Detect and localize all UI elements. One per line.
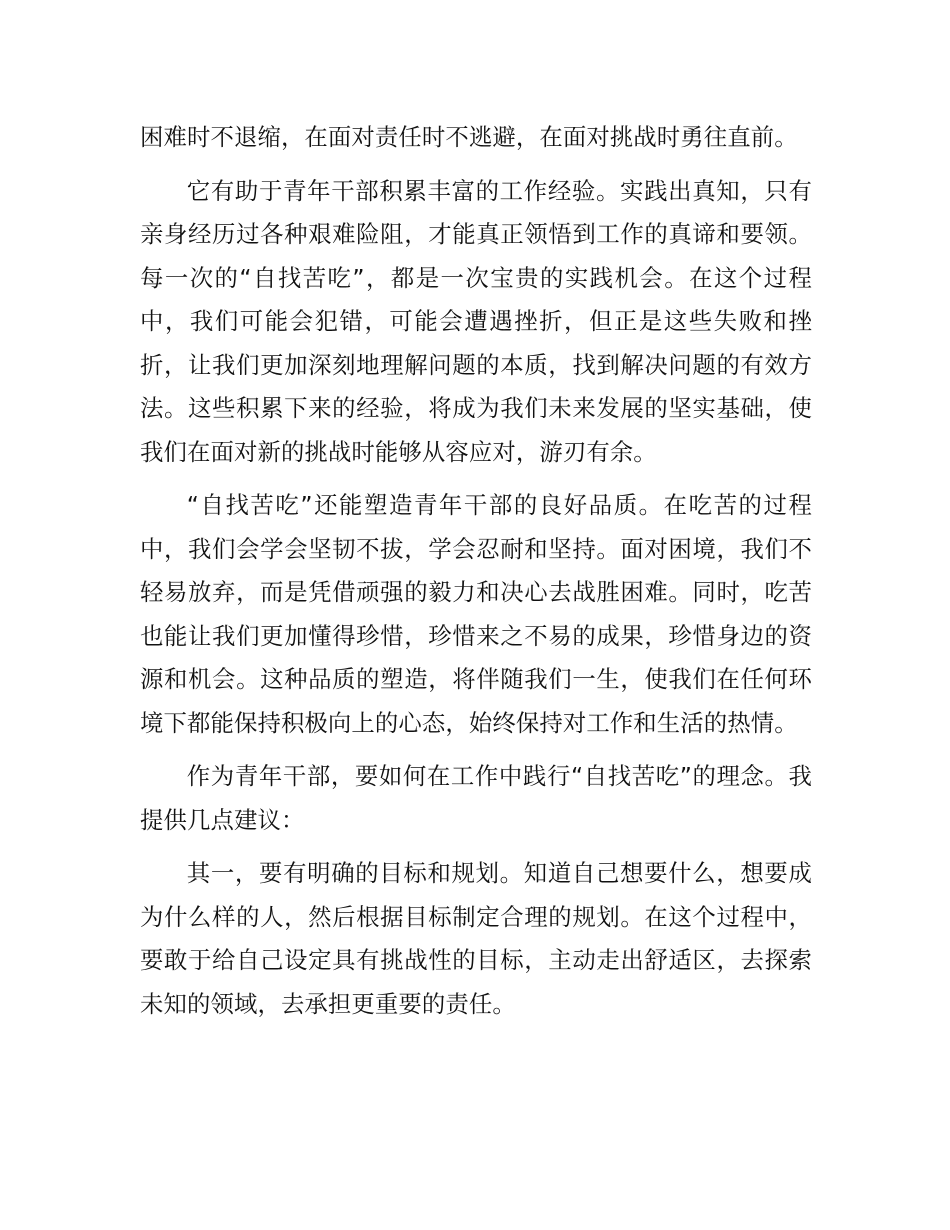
- document-body: [140, 116, 812, 1036]
- paragraph-2: 它有助于青年干部积累丰富的工作经验。实践出真知，只有亲身经历过各种艰难险阻，才能真正领悟到工作的真谛和要领。每一次的“自找苦吃”，都是一次宝贵的实践机会。在这个过程中，我们可能会犯错，可能会遭遇挫折，但正是这些失败和挫折，让我们更加深刻地理解问题的本质，找到解决问题的有效方法。这些积累下来的经验，将成为我们未来发展的坚实基础，使我们在面对新的挑战时能够从容应对，游刃有余。: [140, 176, 812, 466]
- paragraph-4: 作为青年干部，要如何在工作中践行“自找苦吃”的理念。我提供几点建议：: [140, 762, 812, 834]
- paragraph-5: 其一，要有明确的目标和规划。知道自己想要什么，想要成为什么样的人，然后根据目标制定合理的规划。在这个过程中，要敢于给自己设定具有挑战性的目标，主动走出舒适区，去探索未知的领域，去承担更重要的责任。: [140, 859, 812, 1018]
- paragraph-3: “自找苦吃”还能塑造青年干部的良好品质。在吃苦的过程中，我们会学会坚韧不拔，学会忍耐和坚持。面对困境，我们不轻易放弃，而是凭借顽强的毅力和决心去战胜困难。同时，吃苦也能让我们更加懂得珍惜，珍惜来之不易的成果，珍惜身边的资源和机会。这种品质的塑造，将伴随我们一生，使我们在任何环境下都能保持积极向上的心态，始终保持对工作和生活的热情。: [140, 491, 812, 737]
- paragraph-1: 困难时不退缩，在面对责任时不逃避，在面对挑战时勇往直前。: [140, 123, 798, 151]
